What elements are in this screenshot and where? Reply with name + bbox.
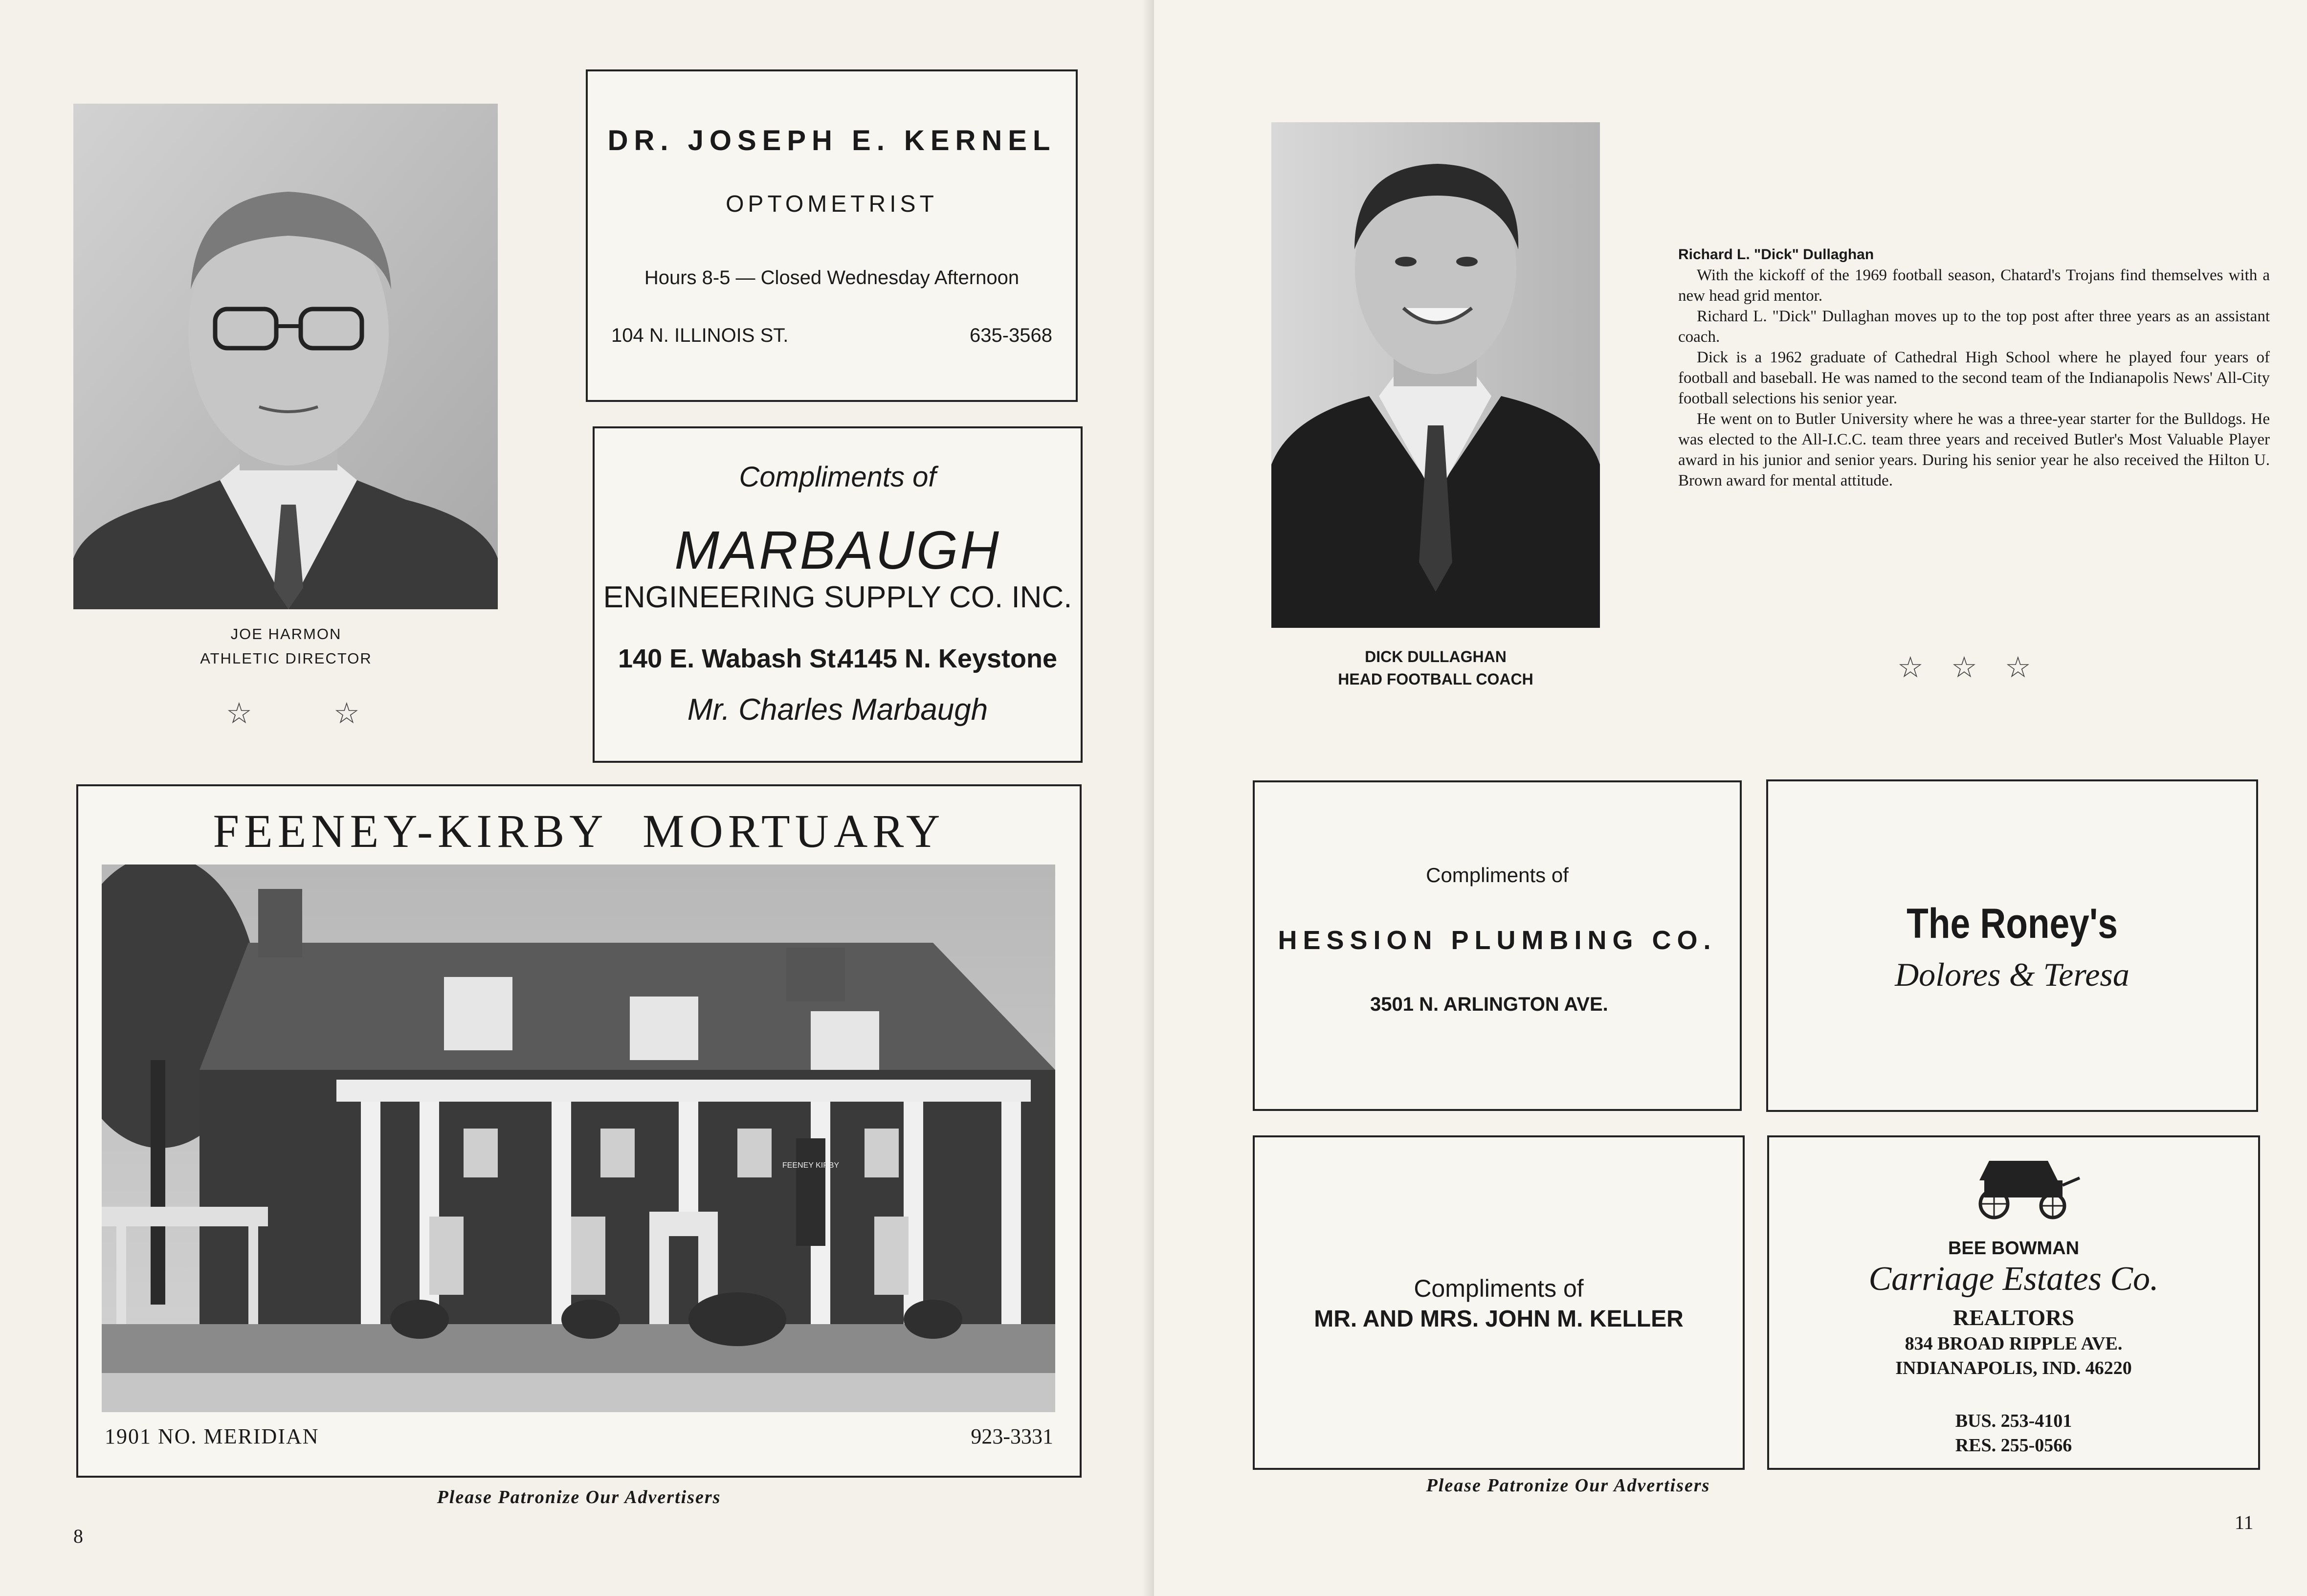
mortuary-building-photo: [102, 864, 1055, 1412]
keller-ad: [1253, 1135, 1745, 1470]
hession-compliments: Compliments of: [1426, 864, 1569, 887]
right-page-number: 11: [2235, 1511, 2254, 1533]
roney-names: Dolores & Teresa: [1895, 956, 2130, 993]
kernel-ad: [586, 69, 1078, 402]
bowman-address-2: INDIANAPOLIS, IND. 46220: [1895, 1358, 2132, 1378]
kernel-hours: Hours 8-5 — Closed Wednesday Afternoon: [644, 267, 1020, 288]
hession-ad: [1253, 780, 1742, 1111]
kernel-name: DR. JOSEPH E. KERNEL: [607, 125, 1056, 156]
coach-bio-paragraph: He went on to Butler University where he was a three-year starter for the Bulldogs. He was elected to the All-I.C.C. team three years and received Butler's Most Valuable Player award in his junior and senior years. During his senior year he also received the Hilton U. Brown award for mental attitude.: [1678, 410, 2270, 489]
coach-bio-paragraph: With the kickoff of the 1969 football season, Chatard's Trojans find themselves with a new head grid mentor.: [1678, 266, 2270, 305]
mortuary-address: 1901 NO. MERIDIAN: [105, 1424, 319, 1448]
right-footer: Please Patronize Our Advertisers: [1426, 1475, 1710, 1496]
harmon-name: JOE HARMON: [230, 625, 342, 643]
mortuary-name: FEENEY-KIRBY MORTUARY: [213, 805, 945, 857]
coach-bio: [1678, 244, 2270, 491]
coach-caption-name: DICK DULLAGHAN: [1365, 648, 1507, 665]
marbaugh-ad: [593, 426, 1083, 763]
roney-ad: [1766, 779, 2258, 1112]
harmon-title: ATHLETIC DIRECTOR: [200, 650, 372, 667]
coach-caption-title: HEAD FOOTBALL COACH: [1338, 670, 1533, 688]
marbaugh-compliments: Compliments of: [739, 461, 936, 493]
star-icon: ☆: [1897, 650, 1924, 685]
star-icon: ☆: [333, 696, 360, 731]
harmon-caption: [147, 622, 425, 671]
kernel-phone: 635-3568: [969, 325, 1052, 346]
bowman-person: BEE BOWMAN: [1948, 1238, 2080, 1259]
mortuary-sign-text: FEENEY KIRBY: [782, 1161, 840, 1170]
bowman-address-1: 834 BROAD RIPPLE AVE.: [1905, 1333, 2123, 1354]
bowman-bus-phone: BUS. 253-4101: [1955, 1411, 2072, 1431]
joe-harmon-photo: [73, 104, 498, 609]
carriage-icon: [1960, 1151, 2082, 1219]
keller-name: MR. AND MRS. JOHN M. KELLER: [1314, 1306, 1684, 1332]
left-footer: Please Patronize Our Advertisers: [437, 1487, 721, 1507]
star-icon: ☆: [226, 696, 252, 731]
roney-name: The Roney's: [1907, 900, 2118, 947]
bowman-ad: [1767, 1135, 2260, 1470]
coach-caption: [1271, 645, 1600, 690]
left-page-number: 8: [73, 1525, 83, 1547]
star-icon: ☆: [2005, 650, 2031, 685]
coach-bio-paragraph: Richard L. "Dick" Dullaghan moves up to the top post after three years as an assistant coach.: [1678, 308, 2270, 346]
bowman-company: Carriage Estates Co.: [1868, 1260, 2159, 1298]
kernel-profession: OPTOMETRIST: [726, 191, 938, 217]
bowman-res-phone: RES. 255-0566: [1955, 1435, 2072, 1456]
marbaugh-name: MARBAUGH: [674, 520, 1001, 580]
marbaugh-address-1: 140 E. Wabash St.: [618, 644, 843, 673]
hession-name: HESSION PLUMBING CO.: [1278, 926, 1717, 955]
marbaugh-address-2: 4145 N. Keystone: [838, 644, 1057, 673]
coach-bio-paragraph: Dick is a 1962 graduate of Cathedral High School where he played four years of football and baseball. He was named to the second team of the Indianapolis News' All-City football selections his senior year.: [1678, 349, 2270, 407]
keller-compliments: Compliments of: [1414, 1275, 1584, 1302]
right-page: [1154, 0, 2307, 1596]
coach-bio-heading: Richard L. "Dick" Dullaghan: [1678, 246, 1874, 263]
bowman-type: REALTORS: [1952, 1305, 2074, 1330]
dick-dullaghan-photo: [1271, 122, 1600, 628]
mortuary-ad: [76, 784, 1082, 1478]
hession-address: 3501 N. ARLINGTON AVE.: [1370, 994, 1608, 1015]
marbaugh-contact: Mr. Charles Marbaugh: [687, 693, 988, 727]
mortuary-phone: 923-3331: [971, 1424, 1053, 1448]
kernel-address: 104 N. ILLINOIS ST.: [611, 325, 789, 346]
star-icon: ☆: [1951, 650, 1977, 685]
marbaugh-company: ENGINEERING SUPPLY CO. INC.: [603, 580, 1072, 614]
